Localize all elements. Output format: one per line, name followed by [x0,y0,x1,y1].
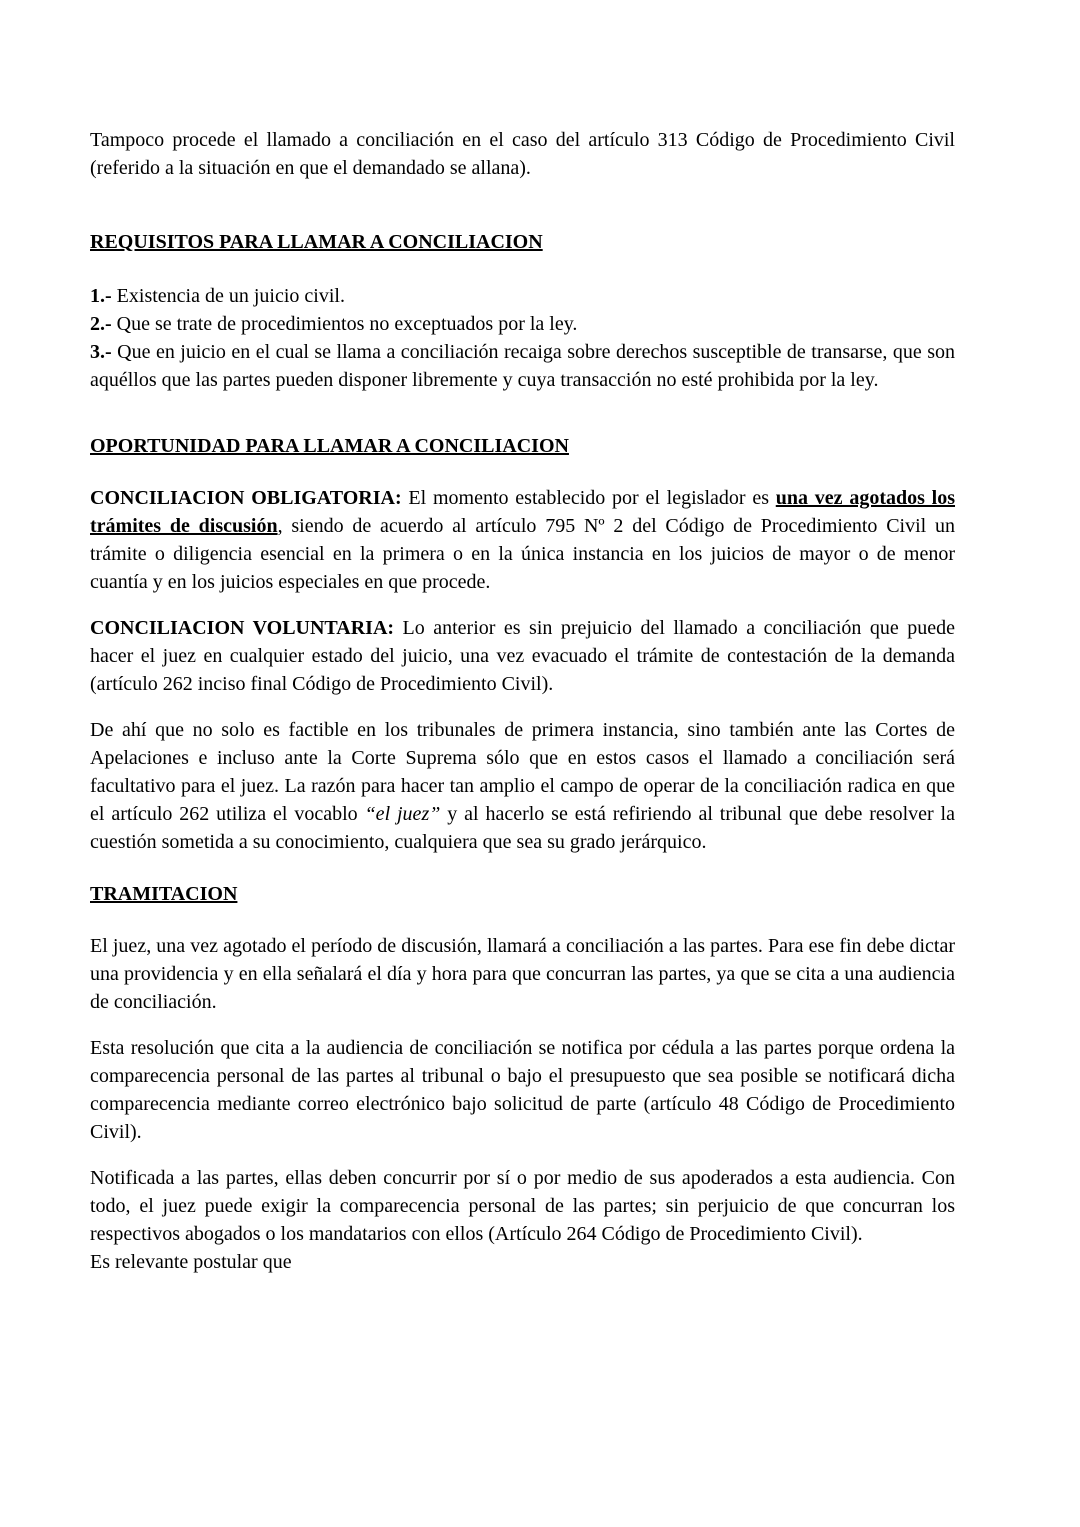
paragraph-esta-resolucion: Esta resolución que cita a la audiencia de conciliación se notifica por cédula a las partes porque ordena la comparecencia personal de las partes al tribunal o bajo el presupuesto que sea posible se notificará dicha comparecencia mediante correo electrónico bajo solicitud de parte (artículo 48 Código de Procedimiento Civil). [90,1037,955,1143]
item-text: Existencia de un juicio civil. [111,285,345,307]
intro-paragraph: Tampoco procede el llamado a conciliación en el caso del artículo 313 Código de Procedimiento Civil (referido a la situación en que el demandado se allana). [90,129,955,179]
paragraph-text: Lo anterior es sin prejuicio del llamado a conciliación que puede hacer el juez en cualquier estado del juicio, una vez evacuado el trámite de contestación de la demanda (artículo 262 inciso final Código de Procedimiento Civil). [90,617,955,695]
italic-quote-el-juez: “el juez” [364,803,441,825]
paragraph-de-ahi [90,716,955,856]
paragraph-el-juez: El juez, una vez agotado el período de discusión, llamará a conciliación a las partes. Para ese fin debe dictar una providencia y en ella señalará el día y hora para que concurran las partes, ya que se cita a una audiencia de conciliación. [90,935,955,1013]
item-number: 1.- [90,285,112,307]
paragraph-text: y al hacerlo se está refiriendo al tribunal que debe resolver la cuestión sometida a su conocimiento, cualquiera que sea su grado jerárquico. [90,803,955,853]
requisitos-list [90,282,955,394]
heading-tramitacion: TRAMITACION [90,883,238,905]
bold-underline-emphasis: una vez agotados los trámites de discusión [90,487,956,537]
paragraph-text: Notificada a las partes, ellas deben concurrir por sí o por medio de sus apoderados a esta audiencia. Con todo, el juez puede exigir la comparecencia personal de las partes; sin perjuicio de que concurran los respectivos abogados o los mandatarios con ellos (Artículo 264 Código de Procedimiento Civil). [90,1167,955,1245]
bold-lead-voluntaria: CONCILIACION VOLUNTARIA: [90,617,395,639]
paragraph-notificada [90,1164,955,1276]
item-number: 3.- [90,341,112,363]
heading-requisitos: REQUISITOS PARA LLAMAR A CONCILIACION [90,231,543,253]
item-text: Que se trate de procedimientos no exceptuados por la ley. [111,313,578,335]
paragraph-conciliacion-obligatoria [90,484,955,596]
item-text: Que en juicio en el cual se llama a conciliación recaiga sobre derechos susceptible de transarse, que son aquéllos que las partes pueden disponer libremente y cuya transacción no esté prohibida por la ley. [90,341,955,391]
list-item-3 [90,338,955,394]
list-item-2 [90,310,955,338]
paragraph-conciliacion-voluntaria [90,614,955,698]
item-number: 2.- [90,313,112,335]
heading-oportunidad: OPORTUNIDAD PARA LLAMAR A CONCILIACION [90,435,569,457]
bold-lead-obligatoria: CONCILIACION OBLIGATORIA: [90,487,402,509]
list-item-1 [90,282,955,310]
paragraph-text: , siendo de acuerdo al artículo 795 Nº 2 del Código de Procedimiento Civil un trámite o diligencia esencial en la primera o en la única instancia en los juicios de mayor o de menor cuantía y en los juicios especiales en que procede. [90,515,956,593]
paragraph-last-line: Es relevante postular que [90,1251,292,1273]
paragraph-text: De ahí que no solo es factible en los tribunales de primera instancia, sino también ante las Cortes de Apelaciones e incluso ante la Corte Suprema sólo que en estos casos el llamado a conciliación será facultativo para el juez. La razón para hacer tan amplio el campo de operar de la conciliación radica en que el artículo 262 utiliza el vocablo [90,719,955,825]
paragraph-text: El momento establecido por el legislador es [401,487,776,509]
